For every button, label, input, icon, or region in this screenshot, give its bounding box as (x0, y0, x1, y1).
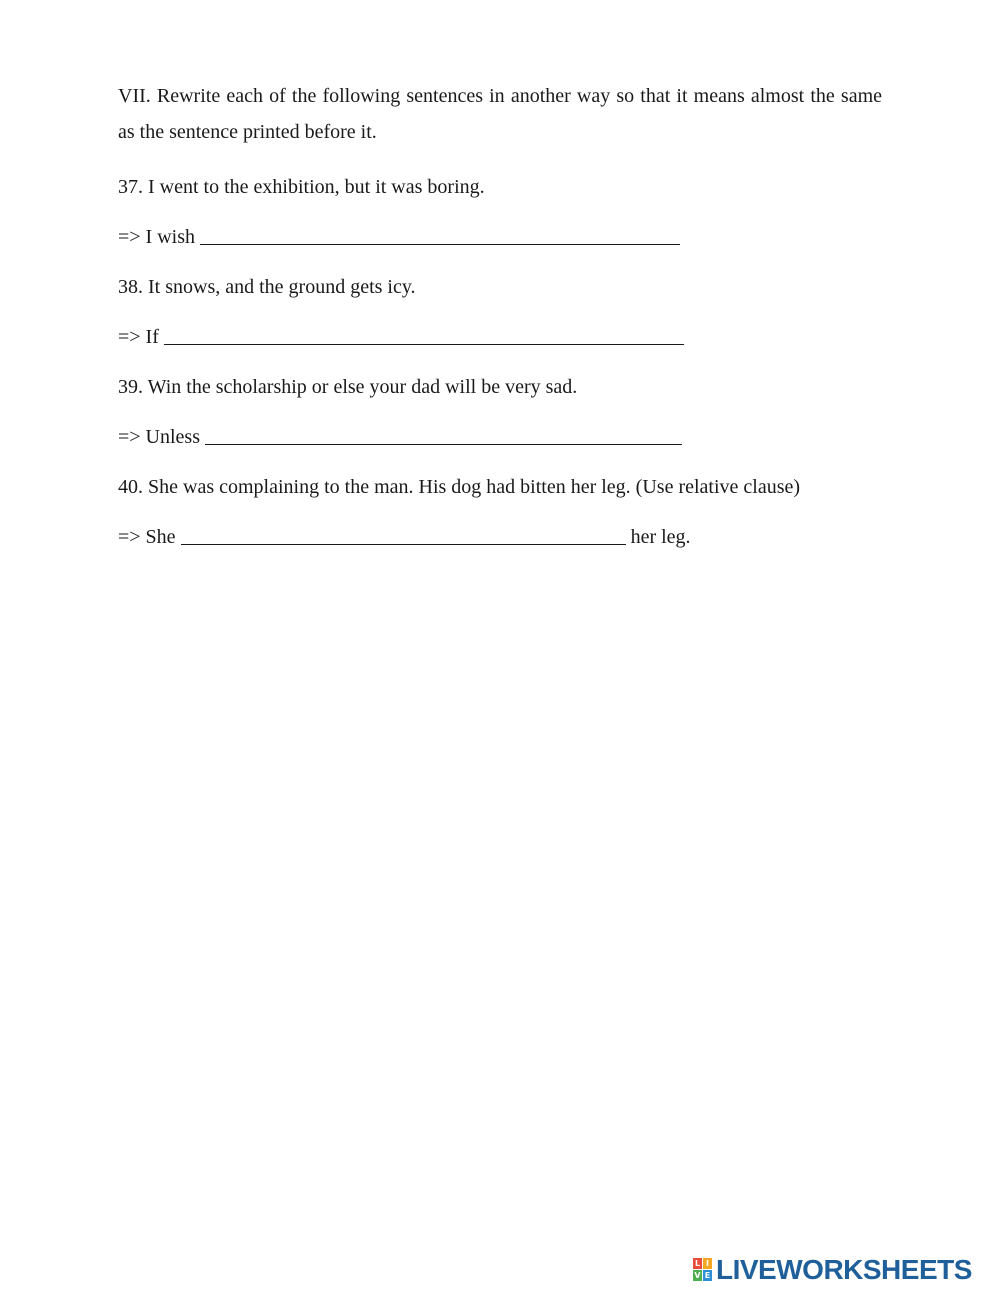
question-38: 38. It snows, and the ground gets icy. (118, 276, 416, 298)
question-39: 39. Win the scholarship or else your dad will be very sad. (118, 376, 578, 398)
answer-prefix: => I wish (118, 226, 196, 248)
answer-line-38 (118, 312, 882, 362)
answer-blank-39[interactable] (205, 443, 682, 445)
answer-prefix: => If (118, 326, 159, 348)
answer-blank-37[interactable] (200, 243, 680, 245)
question-37: 37. I went to the exhibition, but it was boring. (118, 176, 485, 198)
question-40: 40. She was complaining to the man. His dog had bitten her leg. (Use relative clause) (118, 476, 801, 498)
answer-blank-38[interactable] (164, 343, 684, 345)
logo-text: LIVEWORKSHEETS (716, 1254, 972, 1285)
worksheet (118, 78, 882, 562)
answer-prefix: => She (118, 526, 176, 548)
liveworksheets-logo (693, 1255, 972, 1285)
answer-prefix: => Unless (118, 426, 201, 448)
logo-badge-icon: L I V E (694, 1259, 711, 1280)
answer-blank-40[interactable] (181, 543, 626, 545)
answer-suffix: her leg. (630, 526, 691, 548)
answer-line-37 (118, 212, 882, 262)
answer-line-39 (118, 412, 882, 462)
exercise-instruction: VII. Rewrite each of the following sentences in another way so that it means almost the same as the sentence printed before it. (118, 85, 882, 143)
answer-line-40 (118, 512, 882, 562)
